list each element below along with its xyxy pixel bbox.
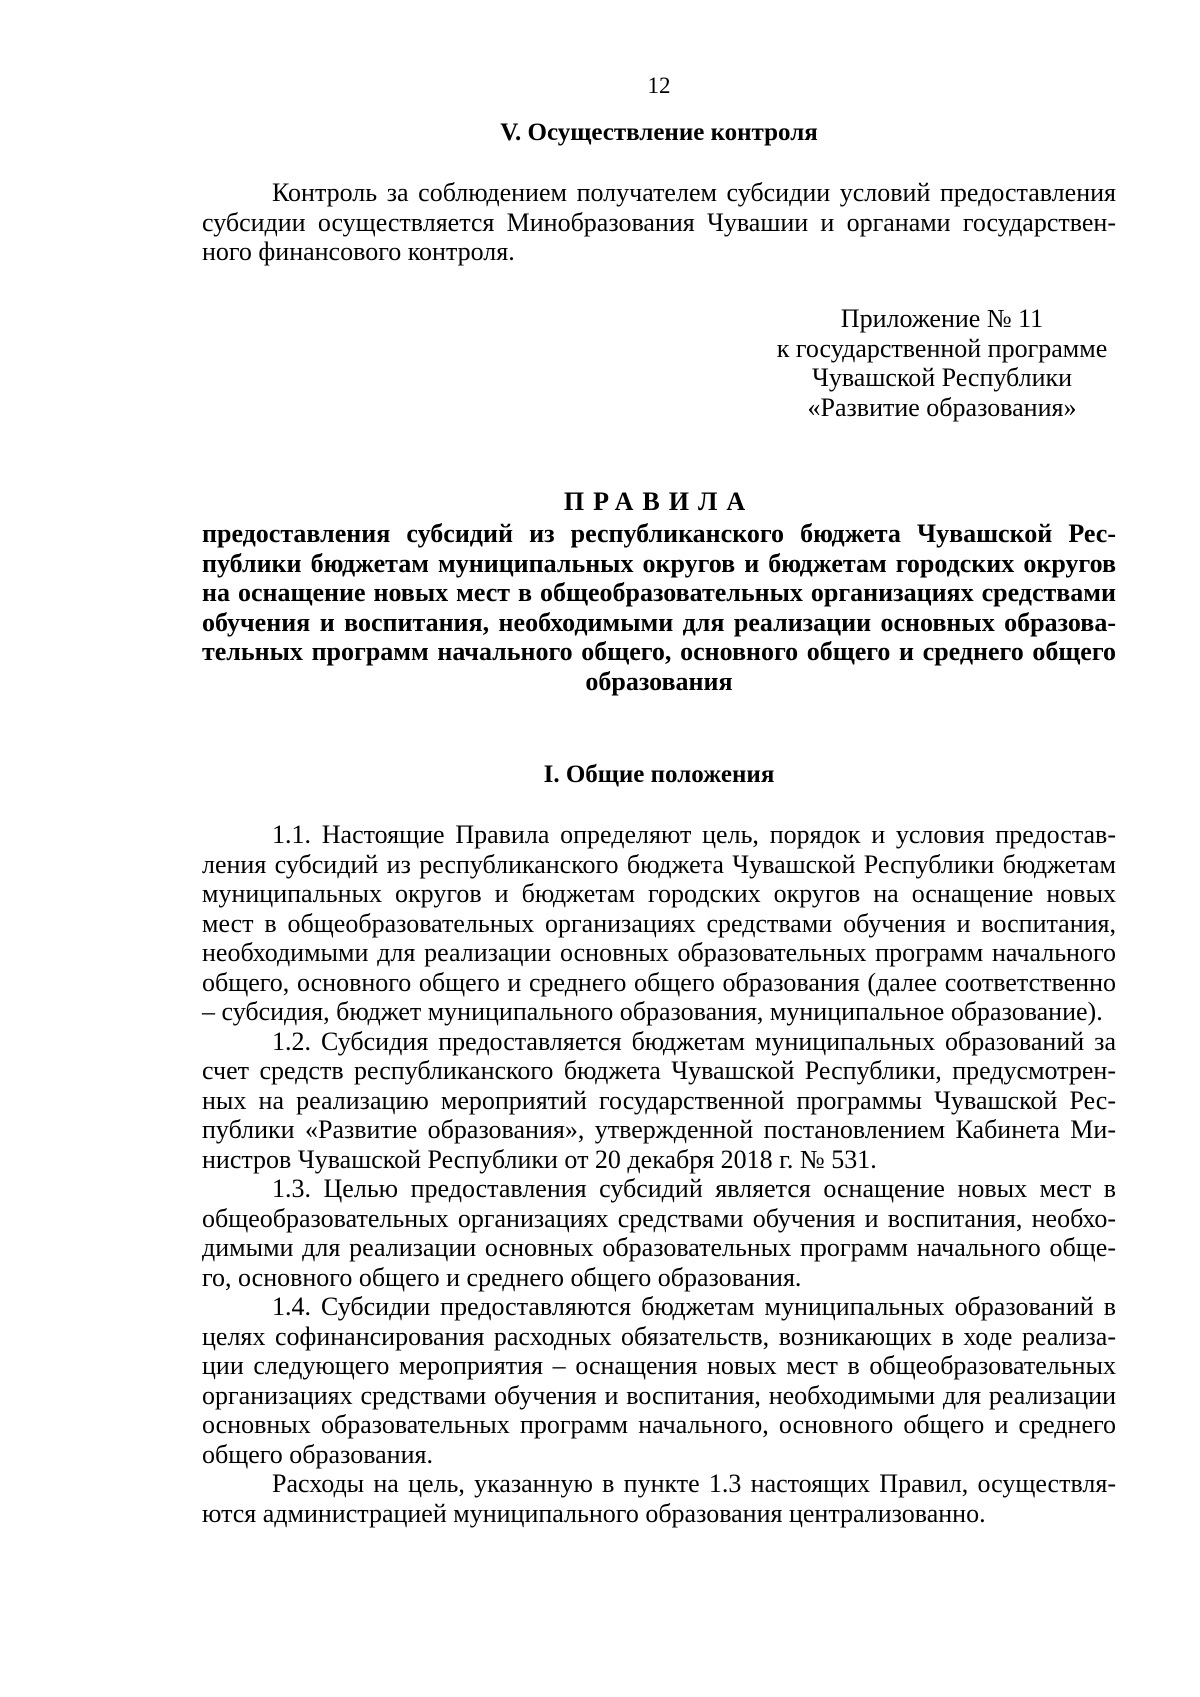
section-5-heading: V. Осуществление контроля (500, 119, 818, 146)
section-1-heading: I. Общие положения (543, 761, 775, 788)
section-1-body (202, 820, 1116, 1528)
paragraph-1-2: 1.2. Субсидия предоставляется бюджетам муниципальных образований за счет средств республиканского бюджета Чувашской Республики, предусмотренных на реализацию мероприятий государственной программы Чувашской Республики «Развитие образования», утвержденной постановлением Кабинета Министров Чувашской Республики от 20 декабря 2018 г. № 531. (202, 1026, 1116, 1174)
page-number: 12 (647, 73, 671, 98)
rules-subtitle: предоставления субсидий из республиканского бюджета Чувашской Республики бюджетам муниципальных округов и бюджетам городских округов на оснащение новых мест в общеобразовательных организациях средствами обучения и воспитания, необходимыми для реализации основных образовательных программ начального общего, основного общего и среднего общего образования (202, 519, 1116, 696)
appendix-line-3: Чувашской Республики (811, 363, 1073, 392)
paragraph-1-4: 1.4. Субсидии предоставляются бюджетам муниципальных образований в целях софинансирования расходных обязательств, возникающих в ходе реализации следующего мероприятия – оснащения новых мест в общеобразовательных организациях средствами обучения и воспитания, необходимыми для реализации основных образовательных программ начального, основного общего и среднего общего образования. (202, 1292, 1116, 1469)
appendix-block (736, 304, 1148, 422)
appendix-line-1: Приложение № 11 (840, 304, 1044, 333)
appendix-line-4: «Развитие образования» (807, 392, 1077, 422)
paragraph-1-1: 1.1. Настоящие Правила определяют цель, порядок и условия предоставления субсидий из республиканского бюджета Чувашской Республики бюджетам муниципальных округов и бюджетам городских округов на оснащение новых мест в общеобразовательных организациях средствами обучения и воспитания, необходимыми для реализации основных образовательных программ начального общего, основного общего и среднего общего образования (далее соответственно – субсидия, бюджет муниципального образования, муниципальное образование). (202, 820, 1116, 1026)
appendix-line-2: к государственной программе (776, 333, 1108, 363)
section-5-paragraph: Контроль за соблюдением получателем субсидии условий предоставления субсидии осуществляется Минобразования Чувашии и органами государственного финансового контроля. (202, 178, 1116, 266)
paragraph-expenses: Расходы на цель, указанную в пункте 1.3 настоящих Правил, осуществляются администрацией муниципального образования централизованно. (202, 1469, 1116, 1528)
rules-title: ПРАВИЛА (563, 487, 755, 516)
paragraph-1-3: 1.3. Целью предоставления субсидий является оснащение новых мест в общеобразовательных организациях средствами обучения и воспитания, необходимыми для реализации основных образовательных программ начального общего, основного общего и среднего общего образования. (202, 1174, 1116, 1292)
